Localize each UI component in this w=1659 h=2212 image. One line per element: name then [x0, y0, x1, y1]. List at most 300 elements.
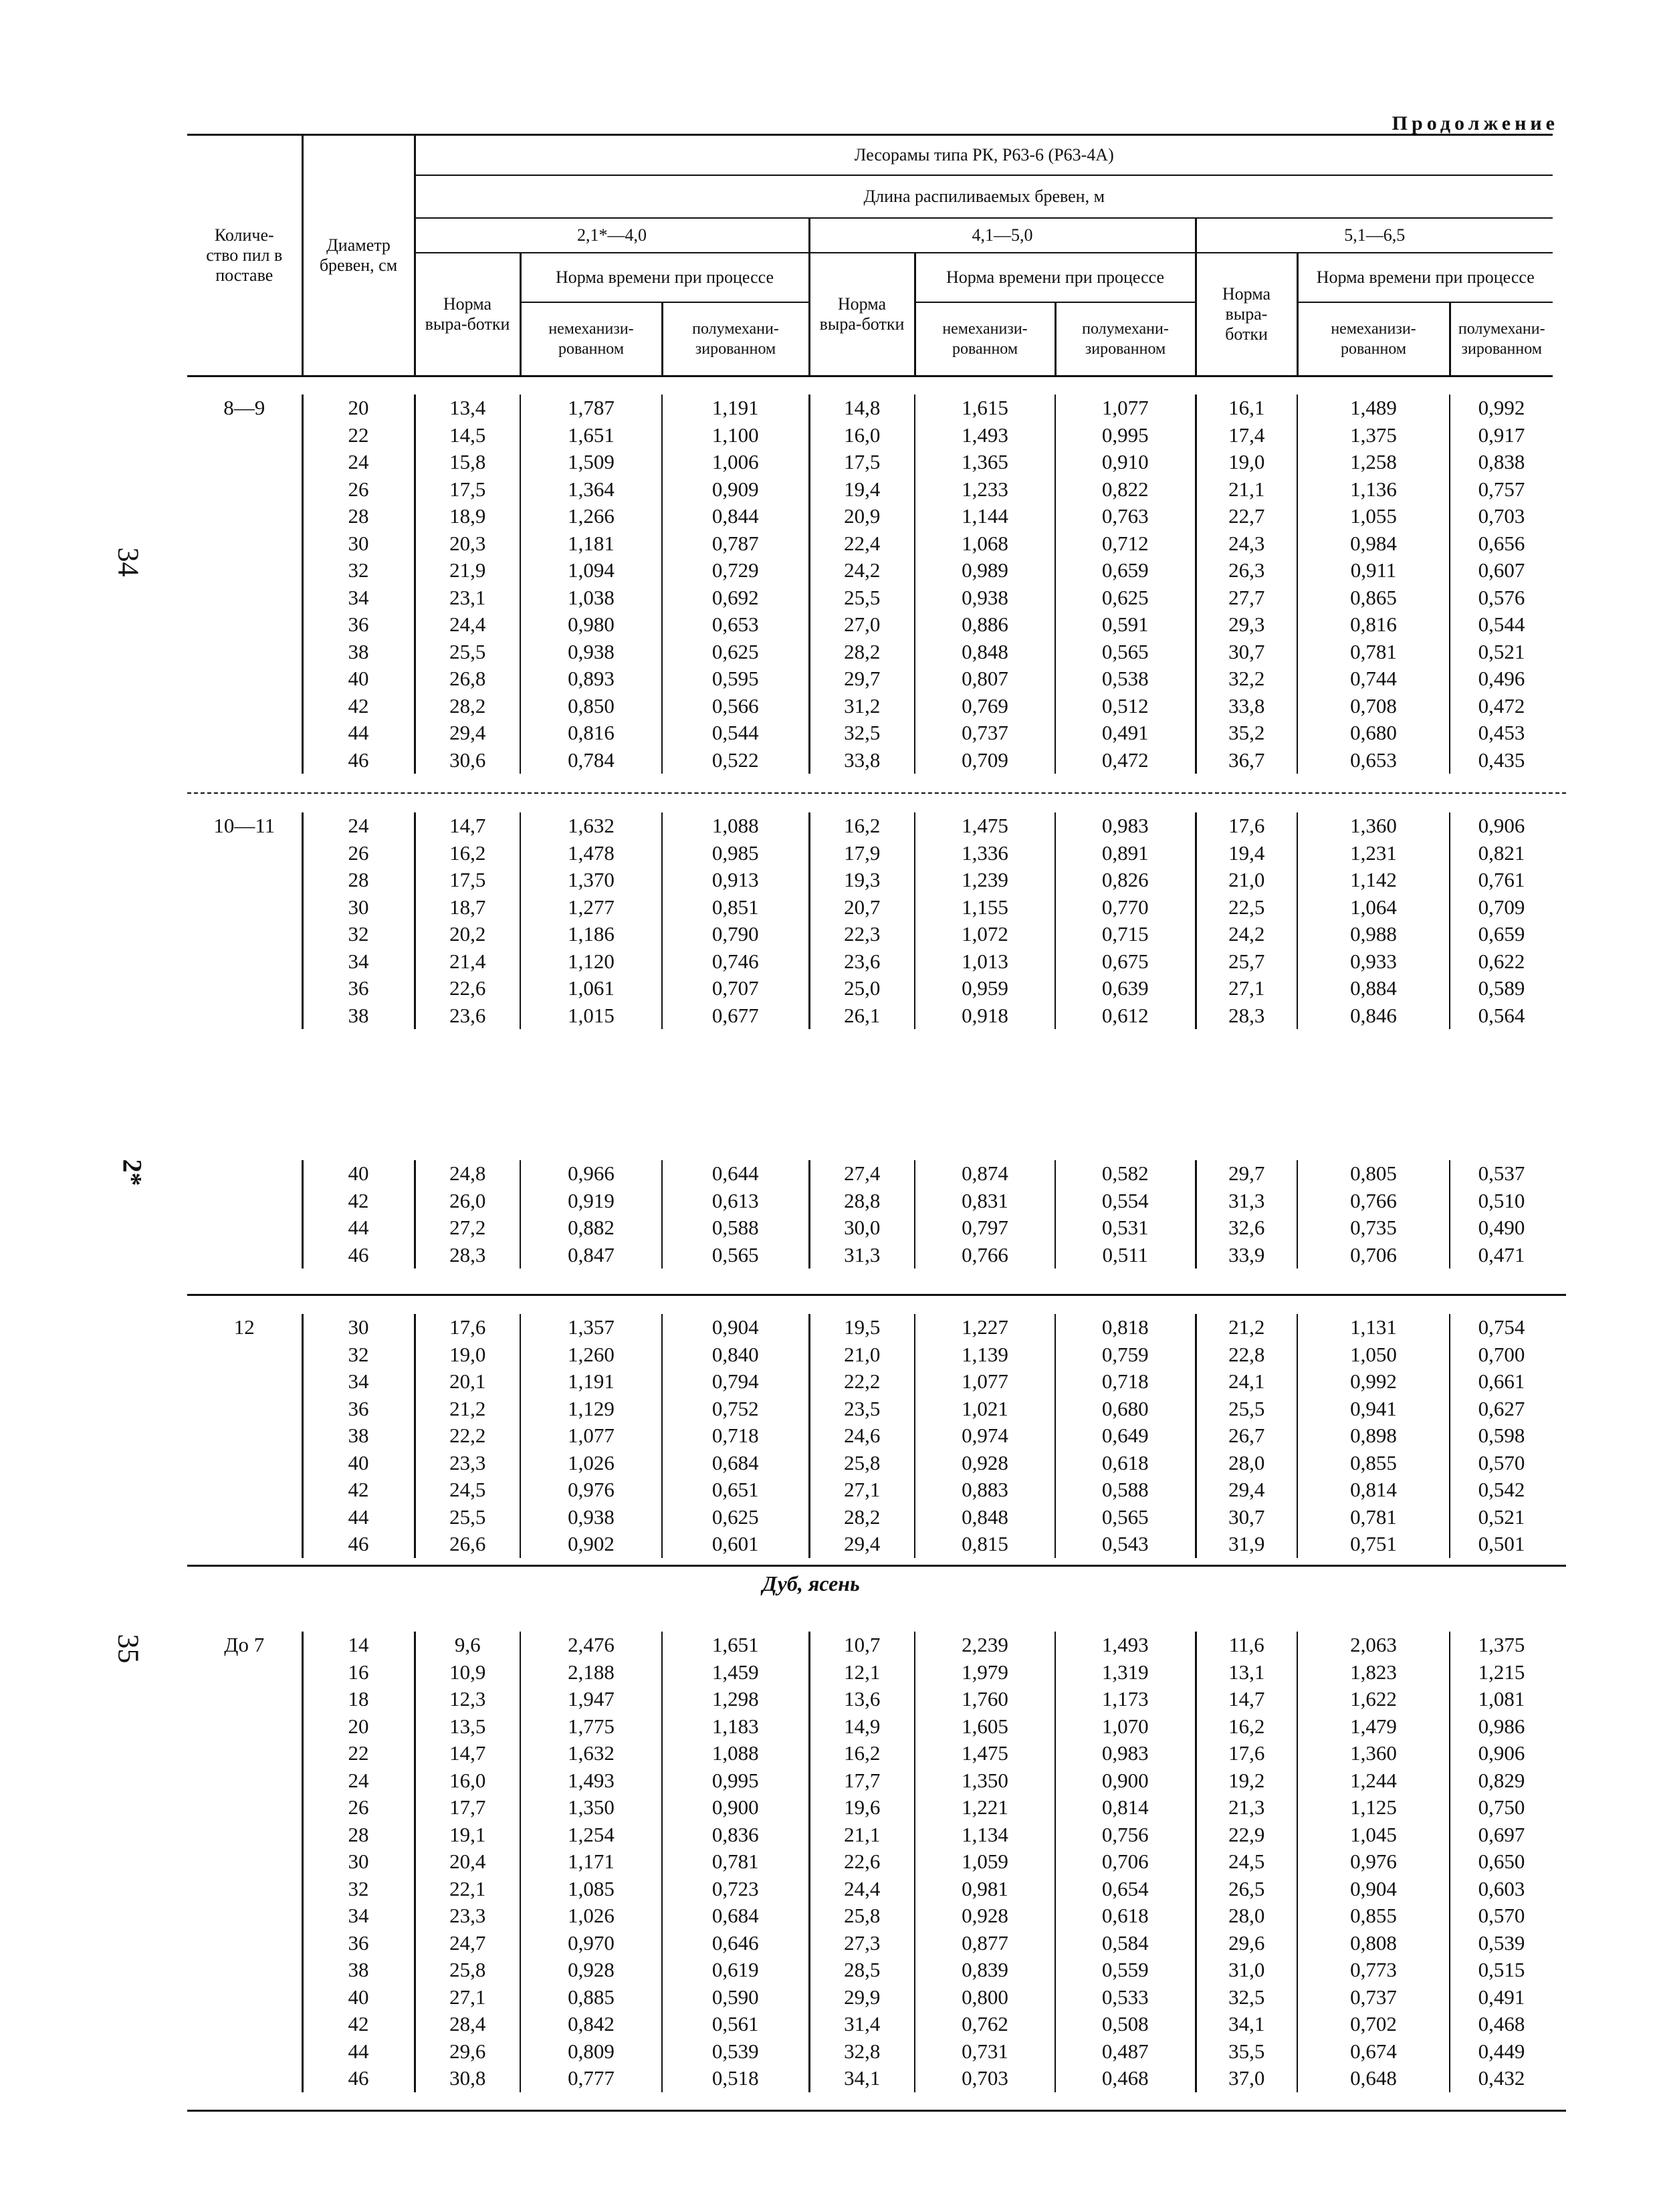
norm-output-2-cell: 25,8	[809, 1902, 915, 1930]
norm-output-1-cell: 17,6	[415, 1314, 520, 1341]
table-row	[187, 1984, 1553, 2011]
diameter-cell: 22	[302, 422, 415, 449]
non-mech-3-cell: 0,911	[1297, 557, 1450, 584]
table-row	[187, 948, 1553, 976]
diameter-cell: 32	[302, 1876, 415, 1903]
non-mech-3-cell: 1,131	[1297, 1314, 1450, 1341]
semi-mech-3-cell: 0,986	[1450, 1713, 1553, 1741]
norm-output-3-cell: 32,6	[1196, 1214, 1297, 1242]
non-mech-3-cell: 0,855	[1297, 1450, 1450, 1477]
table-row	[187, 812, 1553, 840]
semi-mech-1-cell: 0,625	[662, 1504, 809, 1531]
saw-count-cell	[187, 1930, 302, 1957]
semi-mech-1-cell: 0,692	[662, 584, 809, 612]
saw-count-cell	[187, 1902, 302, 1930]
non-mech-3-cell: 0,941	[1297, 1396, 1450, 1423]
norm-output-1-cell: 13,4	[415, 395, 520, 422]
semi-mech-3-cell: 0,539	[1450, 1930, 1553, 1957]
norm-output-3-cell: 19,4	[1196, 840, 1297, 867]
non-mech-1-cell: 0,847	[520, 1242, 662, 1269]
saw-count-cell	[187, 1422, 302, 1450]
saw-count-cell	[187, 1821, 302, 1849]
semi-mech-3-cell: 0,659	[1450, 921, 1553, 948]
norm-output-2-cell: 28,8	[809, 1188, 915, 1215]
non-mech-1-cell: 1,026	[520, 1450, 662, 1477]
norm-output-3-cell: 32,5	[1196, 1984, 1297, 2011]
semi-mech-1-cell: 0,746	[662, 948, 809, 976]
diameter-cell: 32	[302, 921, 415, 948]
semi-mech-2-cell: 0,543	[1055, 1531, 1196, 1558]
semi-mech-2-cell: 0,588	[1055, 1476, 1196, 1504]
table-row	[187, 395, 1553, 422]
saw-count-cell: 10—11	[213, 814, 275, 837]
header-saw-count: Количе-ство пил в поставе	[187, 135, 302, 376]
non-mech-2-cell: 1,475	[915, 812, 1055, 840]
saw-count-cell	[187, 867, 302, 894]
semi-mech-1-cell: 0,787	[662, 530, 809, 558]
norm-output-1-cell: 20,2	[415, 921, 520, 948]
table-row	[187, 1876, 1553, 1903]
norm-output-2-cell: 20,9	[809, 503, 915, 530]
semi-mech-2-cell: 0,654	[1055, 1876, 1196, 1903]
semi-mech-1-cell: 0,539	[662, 2038, 809, 2066]
norm-output-3-cell: 30,7	[1196, 1504, 1297, 1531]
norm-output-2-cell: 19,3	[809, 867, 915, 894]
table-row	[187, 665, 1553, 693]
non-mech-1-cell: 1,254	[520, 1821, 662, 1849]
non-mech-3-cell: 0,992	[1297, 1368, 1450, 1396]
semi-mech-3-cell: 0,570	[1450, 1450, 1553, 1477]
header-semi-mech-3: полумехани-зированном	[1450, 302, 1553, 376]
non-mech-2-cell: 0,762	[915, 2011, 1055, 2038]
header-non-mech-1: немеханизи-рованном	[520, 302, 662, 376]
non-mech-1-cell: 1,478	[520, 840, 662, 867]
non-mech-2-cell: 0,831	[915, 1188, 1055, 1215]
norm-output-2-cell: 19,5	[809, 1314, 915, 1341]
norm-output-2-cell: 31,3	[809, 1242, 915, 1269]
diameter-cell: 46	[302, 1242, 415, 1269]
semi-mech-3-cell: 1,215	[1450, 1659, 1553, 1686]
diameter-cell: 46	[302, 1531, 415, 1558]
diameter-cell: 20	[302, 1713, 415, 1741]
non-mech-2-cell: 0,848	[915, 1504, 1055, 1531]
saw-count-cell	[187, 1160, 302, 1188]
semi-mech-2-cell: 0,584	[1055, 1930, 1196, 1957]
diameter-cell: 40	[302, 1450, 415, 1477]
saw-count-cell	[187, 611, 302, 639]
semi-mech-2-cell: 0,618	[1055, 1450, 1196, 1477]
semi-mech-3-cell: 0,754	[1450, 1314, 1553, 1341]
non-mech-2-cell: 1,144	[915, 503, 1055, 530]
semi-mech-2-cell: 0,533	[1055, 1984, 1196, 2011]
norm-output-1-cell: 15,8	[415, 449, 520, 476]
saw-count-cell	[187, 1659, 302, 1686]
semi-mech-1-cell: 0,522	[662, 747, 809, 774]
semi-mech-3-cell: 0,544	[1450, 611, 1553, 639]
saw-count-cell	[187, 1504, 302, 1531]
data-block-10-11	[187, 812, 1553, 1029]
non-mech-2-cell: 1,227	[915, 1314, 1055, 1341]
norm-output-1-cell: 14,7	[415, 1740, 520, 1767]
semi-mech-3-cell: 0,700	[1450, 1341, 1553, 1369]
semi-mech-2-cell: 0,591	[1055, 611, 1196, 639]
semi-mech-3-cell: 0,510	[1450, 1188, 1553, 1215]
norm-output-2-cell: 32,5	[809, 720, 915, 747]
table-row	[187, 747, 1553, 774]
semi-mech-3-cell: 0,453	[1450, 720, 1553, 747]
norm-output-3-cell: 25,7	[1196, 948, 1297, 976]
norm-output-3-cell: 37,0	[1196, 2065, 1297, 2092]
norm-output-1-cell: 17,5	[415, 867, 520, 894]
header-norm-output-3: Норма выра-ботки	[1196, 253, 1297, 376]
non-mech-2-cell: 1,760	[915, 1686, 1055, 1713]
norm-output-2-cell: 27,3	[809, 1930, 915, 1957]
semi-mech-3-cell: 0,501	[1450, 1531, 1553, 1558]
semi-mech-1-cell: 0,561	[662, 2011, 809, 2038]
table-row	[187, 1740, 1553, 1767]
semi-mech-2-cell: 0,770	[1055, 894, 1196, 921]
norm-output-2-cell: 24,2	[809, 557, 915, 584]
semi-mech-3-cell: 0,757	[1450, 476, 1553, 504]
semi-mech-2-cell: 0,565	[1055, 1504, 1196, 1531]
non-mech-3-cell: 1,622	[1297, 1686, 1450, 1713]
norm-output-3-cell: 19,2	[1196, 1767, 1297, 1795]
diameter-cell: 30	[302, 1848, 415, 1876]
norm-output-2-cell: 19,6	[809, 1794, 915, 1821]
semi-mech-3-cell: 0,607	[1450, 557, 1553, 584]
semi-mech-1-cell: 0,840	[662, 1341, 809, 1369]
semi-mech-2-cell: 0,718	[1055, 1368, 1196, 1396]
norm-output-3-cell: 33,8	[1196, 693, 1297, 720]
semi-mech-1-cell: 0,723	[662, 1876, 809, 1903]
non-mech-2-cell: 1,072	[915, 921, 1055, 948]
semi-mech-1-cell: 0,844	[662, 503, 809, 530]
table-row	[187, 1632, 1553, 1659]
semi-mech-3-cell: 0,750	[1450, 1794, 1553, 1821]
semi-mech-3-cell: 0,603	[1450, 1876, 1553, 1903]
non-mech-3-cell: 0,653	[1297, 747, 1450, 774]
table-row	[187, 975, 1553, 1002]
table-row	[187, 867, 1553, 894]
semi-mech-2-cell: 0,983	[1055, 812, 1196, 840]
semi-mech-2-cell: 0,763	[1055, 503, 1196, 530]
norm-output-2-cell: 24,4	[809, 1876, 915, 1903]
semi-mech-3-cell: 0,491	[1450, 1984, 1553, 2011]
norm-output-2-cell: 32,8	[809, 2038, 915, 2066]
saw-count-cell	[187, 639, 302, 666]
divider-line	[187, 792, 1566, 794]
non-mech-1-cell: 1,277	[520, 894, 662, 921]
semi-mech-1-cell: 1,651	[662, 1632, 809, 1659]
non-mech-3-cell: 1,823	[1297, 1659, 1450, 1686]
table-row	[187, 840, 1553, 867]
semi-mech-3-cell: 0,435	[1450, 747, 1553, 774]
semi-mech-2-cell: 0,706	[1055, 1848, 1196, 1876]
diameter-cell: 16	[302, 1659, 415, 1686]
norm-output-1-cell: 18,7	[415, 894, 520, 921]
norm-output-1-cell: 24,4	[415, 611, 520, 639]
semi-mech-1-cell: 1,459	[662, 1659, 809, 1686]
norm-output-3-cell: 31,3	[1196, 1188, 1297, 1215]
non-mech-2-cell: 0,839	[915, 1957, 1055, 1984]
semi-mech-1-cell: 0,544	[662, 720, 809, 747]
non-mech-1-cell: 0,882	[520, 1214, 662, 1242]
norm-output-3-cell: 31,9	[1196, 1531, 1297, 1558]
saw-count-cell	[187, 1531, 302, 1558]
semi-mech-2-cell: 0,618	[1055, 1902, 1196, 1930]
norm-output-3-cell: 29,3	[1196, 611, 1297, 639]
saw-count-cell	[187, 720, 302, 747]
norm-output-1-cell: 18,9	[415, 503, 520, 530]
saw-count-cell	[187, 894, 302, 921]
semi-mech-3-cell: 0,661	[1450, 1368, 1553, 1396]
saw-count-cell	[187, 1476, 302, 1504]
norm-output-2-cell: 26,1	[809, 1002, 915, 1030]
table-row	[187, 894, 1553, 921]
norm-output-2-cell: 28,5	[809, 1957, 915, 1984]
header-length-range-2: 4,1—5,0	[809, 218, 1196, 253]
non-mech-3-cell: 0,976	[1297, 1848, 1450, 1876]
semi-mech-2-cell: 0,538	[1055, 665, 1196, 693]
norm-output-1-cell: 22,1	[415, 1876, 520, 1903]
non-mech-3-cell: 0,737	[1297, 1984, 1450, 2011]
non-mech-2-cell: 1,221	[915, 1794, 1055, 1821]
diameter-cell: 40	[302, 1984, 415, 2011]
semi-mech-2-cell: 0,756	[1055, 1821, 1196, 1849]
non-mech-1-cell: 1,171	[520, 1848, 662, 1876]
non-mech-2-cell: 0,928	[915, 1902, 1055, 1930]
non-mech-2-cell: 2,239	[915, 1632, 1055, 1659]
semi-mech-1-cell: 0,625	[662, 639, 809, 666]
semi-mech-3-cell: 0,515	[1450, 1957, 1553, 1984]
non-mech-2-cell: 0,797	[915, 1214, 1055, 1242]
semi-mech-3-cell: 0,598	[1450, 1422, 1553, 1450]
diameter-cell: 26	[302, 840, 415, 867]
semi-mech-1-cell: 0,566	[662, 693, 809, 720]
norm-output-3-cell: 24,3	[1196, 530, 1297, 558]
norm-output-3-cell: 28,0	[1196, 1902, 1297, 1930]
non-mech-2-cell: 1,605	[915, 1713, 1055, 1741]
non-mech-1-cell: 0,980	[520, 611, 662, 639]
norm-output-2-cell: 31,4	[809, 2011, 915, 2038]
diameter-cell: 38	[302, 1957, 415, 1984]
semi-mech-3-cell: 0,521	[1450, 639, 1553, 666]
norm-output-3-cell: 11,6	[1196, 1632, 1297, 1659]
semi-mech-2-cell: 0,511	[1055, 1242, 1196, 1269]
semi-mech-3-cell: 0,472	[1450, 693, 1553, 720]
norm-output-1-cell: 10,9	[415, 1659, 520, 1686]
non-mech-1-cell: 0,976	[520, 1476, 662, 1504]
diameter-cell: 22	[302, 1740, 415, 1767]
semi-mech-3-cell: 0,432	[1450, 2065, 1553, 2092]
saw-count-cell: 8—9	[223, 396, 265, 419]
semi-mech-2-cell: 0,582	[1055, 1160, 1196, 1188]
semi-mech-3-cell: 1,081	[1450, 1686, 1553, 1713]
norm-output-3-cell: 27,7	[1196, 584, 1297, 612]
non-mech-1-cell: 1,129	[520, 1396, 662, 1423]
non-mech-3-cell: 1,489	[1297, 395, 1450, 422]
norm-output-1-cell: 26,8	[415, 665, 520, 693]
norm-output-2-cell: 16,0	[809, 422, 915, 449]
norm-output-2-cell: 14,8	[809, 395, 915, 422]
non-mech-1-cell: 1,038	[520, 584, 662, 612]
diameter-cell: 24	[302, 812, 415, 840]
table-row	[187, 2011, 1553, 2038]
data-block-continued	[187, 1160, 1553, 1268]
norm-output-1-cell: 23,3	[415, 1902, 520, 1930]
norm-output-1-cell: 14,7	[415, 812, 520, 840]
semi-mech-2-cell: 0,712	[1055, 530, 1196, 558]
norm-output-1-cell: 13,5	[415, 1713, 520, 1741]
non-mech-1-cell: 1,061	[520, 975, 662, 1002]
diameter-cell: 38	[302, 1422, 415, 1450]
semi-mech-1-cell: 1,088	[662, 812, 809, 840]
continuation-label: Продолжение	[1392, 112, 1559, 134]
table-row	[187, 2065, 1553, 2092]
semi-mech-1-cell: 0,909	[662, 476, 809, 504]
non-mech-3-cell: 1,055	[1297, 503, 1450, 530]
semi-mech-2-cell: 0,814	[1055, 1794, 1196, 1821]
semi-mech-3-cell: 0,703	[1450, 503, 1553, 530]
divider-line	[187, 2110, 1566, 2112]
norm-output-3-cell: 21,1	[1196, 476, 1297, 504]
diameter-cell: 42	[302, 1188, 415, 1215]
header-length-range-1: 2,1*—4,0	[415, 218, 809, 253]
non-mech-2-cell: 1,493	[915, 422, 1055, 449]
diameter-cell: 42	[302, 2011, 415, 2038]
diameter-cell: 14	[302, 1632, 415, 1659]
non-mech-3-cell: 0,898	[1297, 1422, 1450, 1450]
data-block-up-to-7	[187, 1632, 1553, 2092]
norm-output-1-cell: 29,4	[415, 720, 520, 747]
non-mech-1-cell: 1,077	[520, 1422, 662, 1450]
semi-mech-2-cell: 0,639	[1055, 975, 1196, 1002]
norm-output-3-cell: 24,1	[1196, 1368, 1297, 1396]
non-mech-1-cell: 1,266	[520, 503, 662, 530]
non-mech-2-cell: 0,848	[915, 639, 1055, 666]
saw-count-cell	[187, 1450, 302, 1477]
diameter-cell: 44	[302, 720, 415, 747]
diameter-cell: 28	[302, 503, 415, 530]
non-mech-1-cell: 2,188	[520, 1659, 662, 1686]
norm-output-1-cell: 25,5	[415, 639, 520, 666]
semi-mech-3-cell: 0,709	[1450, 894, 1553, 921]
non-mech-3-cell: 0,680	[1297, 720, 1450, 747]
norm-output-1-cell: 29,6	[415, 2038, 520, 2066]
semi-mech-2-cell: 0,675	[1055, 948, 1196, 976]
table-row	[187, 557, 1553, 584]
data-block-12	[187, 1314, 1553, 1558]
semi-mech-2-cell: 0,910	[1055, 449, 1196, 476]
table-row	[187, 1368, 1553, 1396]
non-mech-1-cell: 0,784	[520, 747, 662, 774]
table-row	[187, 921, 1553, 948]
norm-output-2-cell: 22,4	[809, 530, 915, 558]
non-mech-1-cell: 0,850	[520, 693, 662, 720]
semi-mech-1-cell: 0,752	[662, 1396, 809, 1423]
non-mech-3-cell: 0,751	[1297, 1531, 1450, 1558]
semi-mech-1-cell: 0,590	[662, 1984, 809, 2011]
norm-output-1-cell: 23,6	[415, 1002, 520, 1030]
non-mech-2-cell: 1,336	[915, 840, 1055, 867]
semi-mech-1-cell: 0,995	[662, 1767, 809, 1795]
table-row	[187, 1659, 1553, 1686]
non-mech-1-cell: 0,928	[520, 1957, 662, 1984]
norm-output-2-cell: 28,2	[809, 1504, 915, 1531]
semi-mech-1-cell: 0,904	[662, 1314, 809, 1341]
table-row	[187, 1314, 1553, 1341]
norm-output-1-cell: 24,8	[415, 1160, 520, 1188]
page-number-34: 34	[112, 547, 145, 577]
saw-count-cell	[187, 2011, 302, 2038]
non-mech-3-cell: 0,988	[1297, 921, 1450, 948]
norm-output-2-cell: 24,6	[809, 1422, 915, 1450]
non-mech-3-cell: 1,050	[1297, 1341, 1450, 1369]
semi-mech-1-cell: 0,613	[662, 1188, 809, 1215]
saw-count-cell	[187, 422, 302, 449]
table-row	[187, 1794, 1553, 1821]
non-mech-1-cell: 1,775	[520, 1713, 662, 1741]
non-mech-2-cell: 1,350	[915, 1767, 1055, 1795]
semi-mech-3-cell: 0,537	[1450, 1160, 1553, 1188]
norm-output-1-cell: 25,5	[415, 1504, 520, 1531]
table-row	[187, 1002, 1553, 1030]
saw-count-cell	[187, 1242, 302, 1269]
diameter-cell: 36	[302, 1930, 415, 1957]
non-mech-3-cell: 0,904	[1297, 1876, 1450, 1903]
non-mech-2-cell: 0,737	[915, 720, 1055, 747]
semi-mech-1-cell: 0,913	[662, 867, 809, 894]
non-mech-2-cell: 0,974	[915, 1422, 1055, 1450]
non-mech-3-cell: 0,702	[1297, 2011, 1450, 2038]
norm-output-3-cell: 27,1	[1196, 975, 1297, 1002]
diameter-cell: 28	[302, 1821, 415, 1849]
saw-count-cell	[187, 1188, 302, 1215]
non-mech-1-cell: 1,632	[520, 812, 662, 840]
norm-output-1-cell: 23,3	[415, 1450, 520, 1477]
saw-count-cell	[187, 1984, 302, 2011]
header-semi-mech-2: полумехани-зированном	[1055, 302, 1196, 376]
saw-count-cell	[187, 1341, 302, 1369]
norm-output-3-cell: 26,5	[1196, 1876, 1297, 1903]
non-mech-2-cell: 0,981	[915, 1876, 1055, 1903]
saw-count-cell	[187, 1740, 302, 1767]
non-mech-3-cell: 0,816	[1297, 611, 1450, 639]
norm-output-3-cell: 25,5	[1196, 1396, 1297, 1423]
norm-output-2-cell: 25,5	[809, 584, 915, 612]
norm-output-2-cell: 28,2	[809, 639, 915, 666]
non-mech-2-cell: 1,475	[915, 1740, 1055, 1767]
semi-mech-1-cell: 0,900	[662, 1794, 809, 1821]
header-diameter: Диаметр бревен, см	[302, 135, 415, 376]
non-mech-2-cell: 1,077	[915, 1368, 1055, 1396]
non-mech-2-cell: 1,139	[915, 1341, 1055, 1369]
diameter-cell: 18	[302, 1686, 415, 1713]
non-mech-3-cell: 1,136	[1297, 476, 1450, 504]
semi-mech-1-cell: 0,794	[662, 1368, 809, 1396]
saw-count-cell	[187, 503, 302, 530]
diameter-cell: 32	[302, 1341, 415, 1369]
norm-output-2-cell: 25,8	[809, 1450, 915, 1477]
non-mech-1-cell: 1,632	[520, 1740, 662, 1767]
non-mech-1-cell: 0,919	[520, 1188, 662, 1215]
non-mech-2-cell: 1,365	[915, 449, 1055, 476]
divider-line	[187, 1294, 1566, 1296]
norm-output-2-cell: 29,4	[809, 1531, 915, 1558]
header-time-norm-2: Норма времени при процессе	[915, 253, 1196, 302]
semi-mech-2-cell: 0,983	[1055, 1740, 1196, 1767]
semi-mech-1-cell: 0,790	[662, 921, 809, 948]
